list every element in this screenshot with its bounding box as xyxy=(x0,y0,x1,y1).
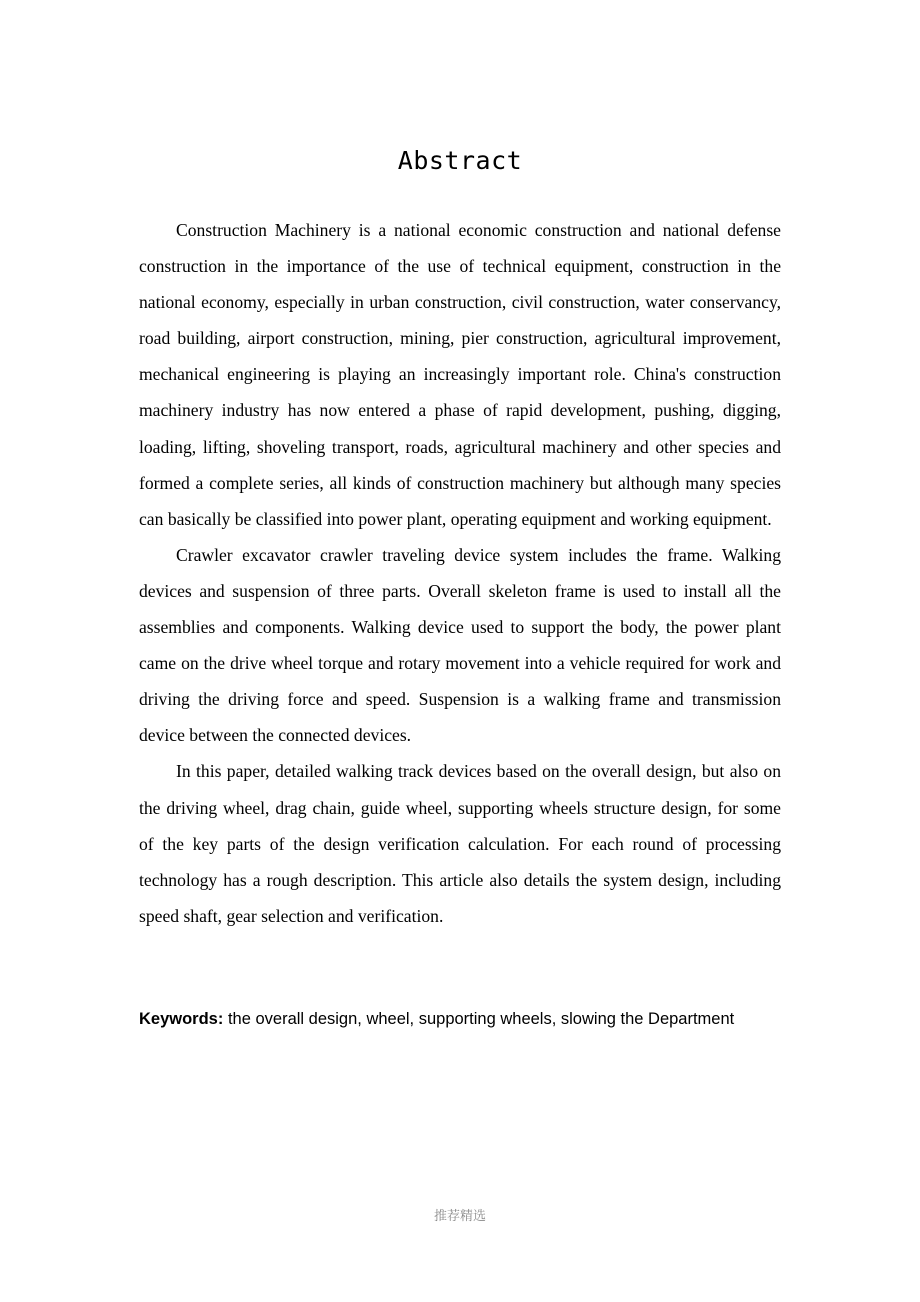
abstract-title: Abstract xyxy=(397,146,523,175)
keywords-line xyxy=(139,1007,819,1031)
page-footer: 推荐精选 xyxy=(433,1209,486,1224)
abstract-body xyxy=(139,212,781,934)
abstract-paragraph-1: Construction Machinery is a national economic construction and national defense construction in the importance of the use of technical equipment, construction in the national economy, especially in urban construction, civil construction, water conservancy, road building, airport construction, mining, pier construction, agricultural improvement, mechanical engineering is playing an increasingly important role. China's construction machinery industry has now entered a phase of rapid development, pushing, digging, loading, lifting, shoveling transport, roads, agricultural machinery and other species and formed a complete series, all kinds of construction machinery but although many species can basically be classified into power plant, operating equipment and working equipment. xyxy=(139,220,781,529)
abstract-paragraph-3: In this paper, detailed walking track devices based on the overall design, but also on the driving wheel, drag chain, guide wheel, supporting wheels structure design, for some of the key parts of the design verification calculation. For each round of processing technology has a rough description. This article also details the system design, including speed shaft, gear selection and verification. xyxy=(139,761,781,926)
keywords-label: Keywords: xyxy=(139,1010,224,1028)
keywords-text: the overall design, wheel, supporting wheels, slowing the Department xyxy=(223,1010,735,1028)
abstract-paragraph-2: Crawler excavator crawler traveling device system includes the frame. Walking devices and suspension of three parts. Overall skeleton frame is used to install all the assemblies and components. Walking device used to support the body, the power plant came on the drive wheel torque and rotary movement into a vehicle required for work and driving the driving force and speed. Suspension is a walking frame and transmission device between the connected devices. xyxy=(139,544,781,746)
